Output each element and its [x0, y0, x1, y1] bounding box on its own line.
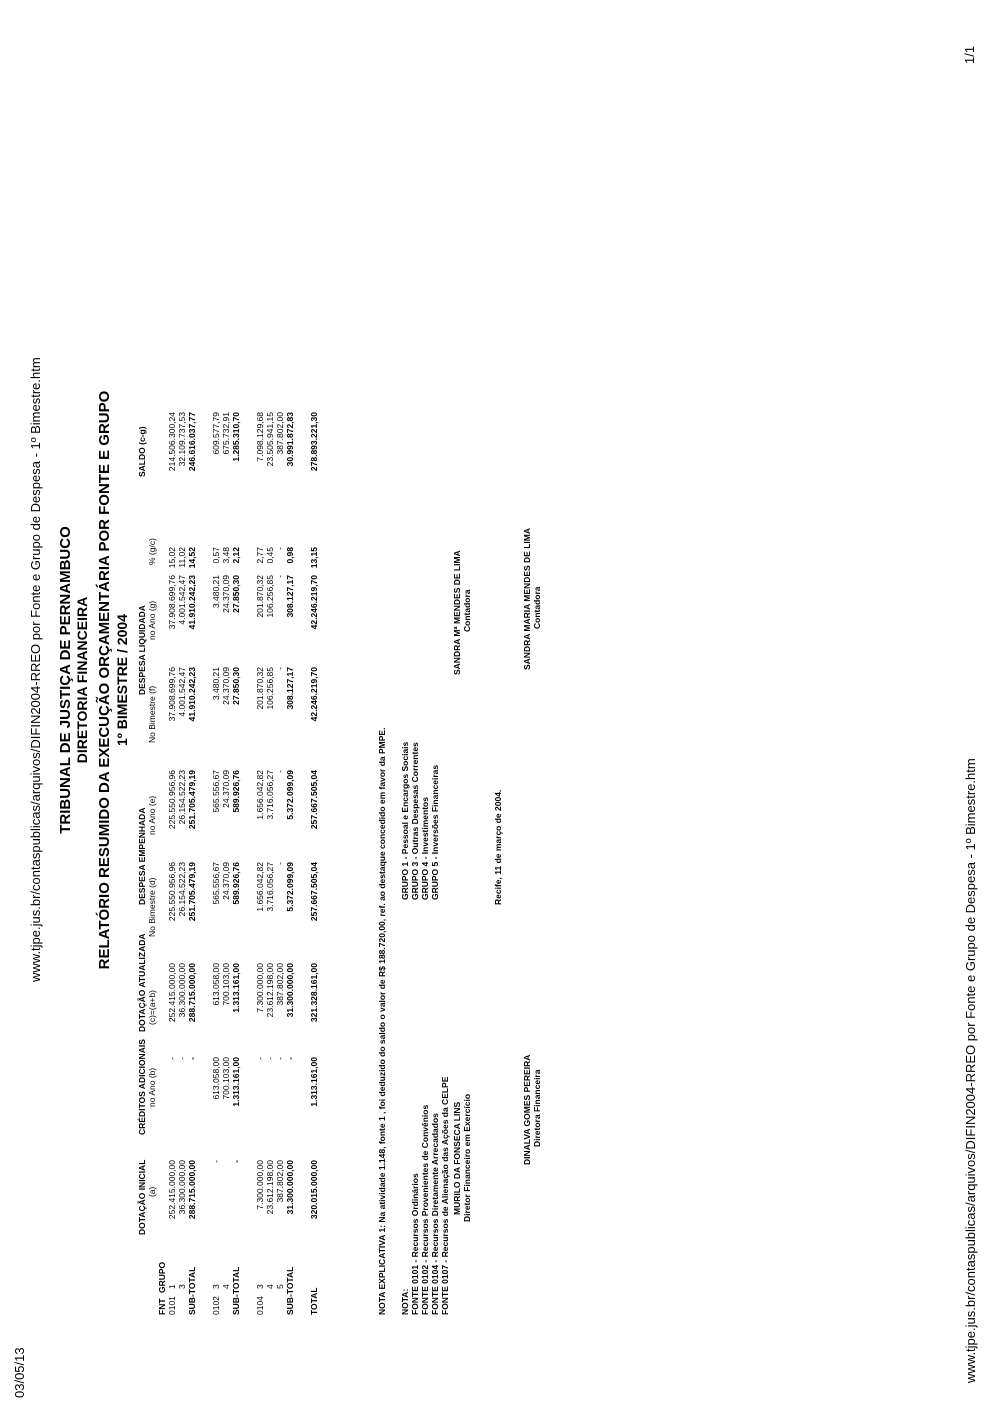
row-saldo: 278.893.221,30	[309, 412, 319, 472]
row-liq-bim: 201.870,32	[255, 667, 265, 710]
row-dotacao-inicial: 387.802,00	[275, 1160, 285, 1203]
report-page	[55, 0, 655, 1360]
row-creditos: 700.103,00	[221, 1057, 231, 1100]
row-liq-ano: 37.908.699,76	[167, 575, 177, 630]
row-dotacao-inicial: 320.015.000,00	[309, 1160, 319, 1220]
nota-explicativa: NOTA EXPLICATIVA 1: Na atividade 1.148, fonte 1 , foi deduzido do saldo o valor de R$ 188.720,00, ref. ao destaque concedido em favor da PMPE.	[377, 727, 387, 1315]
col-grupo: GRUPO	[157, 1261, 167, 1293]
row-pct: 0,57	[211, 547, 221, 564]
row-liq-ano: 106.256,85	[265, 575, 275, 618]
row-liq-ano: 3.480,21	[211, 575, 221, 609]
signer-dinalva-role: Diretora Financeira	[532, 1069, 542, 1147]
signer-sandra2-name: SANDRA MARIA MENDES DE LIMA	[522, 528, 532, 670]
row-liq-ano: 42.246.219,70	[309, 575, 319, 630]
row-emp-ano: 3.716.056,27	[265, 770, 275, 820]
dept-title: DIRETORIA FINANCEIRA	[74, 596, 90, 764]
row-creditos: -	[265, 1057, 275, 1060]
table-body	[167, 405, 319, 1315]
row-emp-ano: 26.154.522,23	[177, 770, 187, 825]
row-saldo: 675.732,91	[221, 412, 231, 455]
row-emp-ano: 251.705.479,19	[187, 770, 197, 830]
row-saldo: 1.285.310,70	[231, 412, 241, 462]
table-row	[221, 405, 231, 1315]
row-spacer	[197, 405, 211, 1315]
total-row	[309, 405, 319, 1315]
row-emp-ano: 1.656.042,82	[255, 770, 265, 820]
row-dotacao-inicial: 23.612.198,00	[265, 1160, 275, 1215]
report-title: RELATÓRIO RESUMIDO DA EXECUÇÃO ORÇAMENTÁRIA POR FONTE E GRUPO	[96, 390, 113, 970]
row-liq-ano: 308.127,17	[285, 575, 295, 618]
row-pct: 14,52	[187, 547, 197, 569]
row-emp-bim: 565.556,67	[211, 862, 221, 905]
table-header-row	[137, 405, 147, 1315]
row-dotacao-atual: 23.612.198,00	[265, 963, 275, 1018]
row-creditos: 1.313.161,00	[231, 1057, 241, 1107]
row-grupo: 3	[211, 1284, 221, 1289]
row-dotacao-atual: 288.715.000,00	[187, 963, 197, 1023]
row-emp-bim: 5.372.099,09	[285, 862, 295, 912]
budget-table	[137, 405, 319, 1315]
row-fnt: SUB-TOTAL	[231, 1266, 241, 1315]
row-liq-ano: -	[275, 575, 285, 578]
row-pct: 0,45	[265, 547, 275, 564]
row-liq-ano: 24.370,09	[221, 575, 231, 613]
report-titles	[55, 0, 130, 1360]
row-creditos: -	[167, 1057, 177, 1060]
col-dotacao-inicial-sub: (a)	[147, 1186, 157, 1197]
row-saldo: 32.109.737,53	[177, 412, 187, 467]
row-liq-bim: 308.127,17	[285, 667, 295, 710]
row-liq-bim: 24.370,09	[221, 667, 231, 705]
row-pct: 3,48	[221, 547, 231, 564]
table-row	[255, 405, 265, 1315]
row-dotacao-inicial: 31.300.000,00	[285, 1160, 295, 1215]
period-title: 1º BIMESTRE / 2004	[114, 614, 130, 746]
row-emp-ano: -	[275, 770, 285, 773]
row-dotacao-inicial: 288.715.000,00	[187, 1160, 197, 1220]
row-dotacao-atual: 613.058,00	[211, 963, 221, 1006]
row-emp-ano: 257.667.505,04	[309, 770, 319, 830]
col-creditos: CRÉDITOS ADICIONAIS	[137, 1039, 147, 1135]
signer-dinalva-name: DINALVA GOMES PEREIRA	[522, 1054, 532, 1165]
row-fnt: 0101	[167, 1296, 177, 1315]
row-liq-ano: 27.850,30	[231, 575, 241, 613]
row-creditos: -	[275, 1057, 285, 1060]
row-saldo: 23.505.941,15	[265, 412, 275, 467]
row-emp-bim: 589.926,76	[231, 862, 241, 905]
row-dotacao-inicial: 7.300.000,00	[255, 1160, 265, 1210]
row-pct: 11,02	[177, 547, 187, 568]
row-dotacao-atual: 36.300.000,00	[177, 963, 187, 1018]
table-row	[177, 405, 187, 1315]
row-grupo: 3	[177, 1284, 187, 1289]
grupo-5: GRUPO 5 - Inversões Financeiras	[430, 764, 440, 900]
row-pct: 2,77	[255, 547, 265, 564]
row-fnt: SUB-TOTAL	[187, 1266, 197, 1315]
print-date: 03/05/13	[12, 1347, 27, 1398]
row-emp-bim: 3.716.056,27	[265, 862, 275, 912]
row-liq-bim: -	[275, 667, 285, 670]
row-emp-bim: 24.370,09	[221, 862, 231, 900]
row-dotacao-inicial: -	[211, 1160, 221, 1163]
fonte-0107: FONTE 0107 - Recursos de Alienação das Ações da CELPE	[440, 1076, 450, 1315]
row-liq-ano: 201.870,32	[255, 575, 265, 618]
row-emp-ano: 565.556,67	[211, 770, 221, 813]
row-fnt: SUB-TOTAL	[285, 1266, 295, 1315]
row-creditos: -	[187, 1057, 197, 1060]
subtotal-row	[231, 405, 241, 1315]
row-grupo: 3	[255, 1284, 265, 1289]
row-dotacao-atual: 700.103,00	[221, 963, 231, 1006]
print-footer-url: www.tjpe.jus.br/contaspublicas/arquivos/DIFIN2004-RREO por Fonte e Grupo de Despesa - 1º Bimestre.htm	[963, 758, 978, 1383]
col-emp-ano: no Ano (e)	[147, 795, 157, 835]
col-dotacao-atual-sub: (c)=(a+b)	[147, 990, 157, 1025]
row-liq-ano: 4.001.542,47	[177, 575, 187, 625]
row-dotacao-atual: 31.300.000,00	[285, 963, 295, 1018]
row-pct: 13,15	[309, 547, 319, 569]
row-spacer	[295, 405, 309, 1315]
row-dotacao-inicial: 252.415.000,00	[167, 1160, 177, 1220]
row-emp-bim: 225.550.956,96	[167, 862, 177, 922]
row-liq-bim: 4.001.542,47	[177, 667, 187, 717]
table-row	[167, 405, 177, 1315]
place-date: Recife, 11 de março de 2004.	[493, 789, 503, 905]
row-creditos: -	[255, 1057, 265, 1060]
page-number: 1/1	[962, 45, 977, 64]
row-emp-bim: 257.667.505,04	[309, 862, 319, 922]
row-emp-ano: 589.926,76	[231, 770, 241, 813]
col-dotacao-inicial: DOTAÇÃO INICIAL	[137, 1159, 147, 1235]
row-dotacao-inicial: -	[231, 1160, 241, 1163]
fonte-0101: FONTE 0101 - Recursos Ordinários	[410, 1173, 420, 1315]
row-creditos: -	[285, 1057, 295, 1060]
col-liq-bim: No Bimestre (f)	[147, 685, 157, 743]
row-saldo: 30.991.872,83	[285, 412, 295, 467]
row-fnt: 0102	[211, 1296, 221, 1315]
org-title: TRIBUNAL DE JUSTIÇA DE PERNAMBUCO	[57, 526, 74, 834]
table-row	[275, 405, 285, 1315]
row-pct: 2,12	[231, 547, 241, 564]
row-dotacao-atual: 321.328.161,00	[309, 963, 319, 1023]
col-pct: % (g/c)	[147, 538, 157, 565]
row-saldo: 609.577,79	[211, 412, 221, 455]
nota-title: NOTA:	[400, 1288, 410, 1315]
table-subheader-row	[147, 405, 157, 1315]
print-header-url: www.tjpe.jus.br/contaspublicas/arquivos/DIFIN2004-RREO por Fonte e Grupo de Despesa - 1º Bimestre.htm	[28, 357, 43, 982]
row-emp-bim: 251.705.479,19	[187, 862, 197, 922]
row-dotacao-inicial: 36.300.000,00	[177, 1160, 187, 1215]
row-dotacao-atual: 387.802,00	[275, 963, 285, 1006]
row-creditos: 613.058,00	[211, 1057, 221, 1100]
row-saldo: 387.802,00	[275, 412, 285, 455]
row-emp-bim: -	[275, 862, 285, 865]
col-emp-bim: No Bimestre (d)	[147, 877, 157, 937]
signer-murilo-role: Diretor Financeiro em Exercício	[462, 1093, 472, 1222]
row-fnt: TOTAL	[309, 1287, 319, 1315]
table-row	[211, 405, 221, 1315]
fonte-0102: FONTE 0102 - Recursos Provenientes de Convênios	[420, 1104, 430, 1315]
col-fnt: FNT	[157, 1298, 167, 1315]
table-keys-row	[157, 405, 167, 1315]
subtotal-row	[187, 405, 197, 1315]
fonte-0104: FONTE 0104 - Recursos Diretamente Arrecadados	[430, 1113, 440, 1315]
row-liq-bim: 42.246.219,70	[309, 667, 319, 722]
subtotal-row	[285, 405, 295, 1315]
row-emp-ano: 5.372.099,09	[285, 770, 295, 820]
row-emp-ano: 24.370,09	[221, 770, 231, 808]
grupo-3: GRUPO 3 - Outras Despesas Correntes	[410, 742, 420, 900]
col-empenhada: DESPESA EMPENHADA	[137, 807, 147, 905]
row-creditos: -	[177, 1057, 187, 1060]
row-pct: -	[275, 547, 285, 550]
row-dotacao-atual: 7.300.000,00	[255, 963, 265, 1013]
row-emp-ano: 225.550.956,96	[167, 770, 177, 830]
row-grupo: 4	[221, 1284, 231, 1289]
grupo-1: GRUPO 1 - Pessoal e Encargos Sociais	[400, 741, 410, 900]
row-fnt: 0104	[255, 1296, 265, 1315]
row-pct: 15,02	[167, 547, 177, 569]
row-liq-bim: 41.910.242,23	[187, 667, 197, 722]
row-liq-ano: 41.910.242,23	[187, 575, 197, 630]
row-saldo: 214.506.300,24	[167, 412, 177, 472]
signer-sandra2-role: Contadora	[532, 586, 542, 629]
row-liq-bim: 37.908.699,76	[167, 667, 177, 722]
col-saldo: SALDO (c-g)	[137, 426, 147, 477]
row-saldo: 246.616.037,77	[187, 412, 197, 472]
row-creditos: 1.313.161,00	[309, 1057, 319, 1107]
table-row	[265, 405, 275, 1315]
row-pct: 0,98	[285, 547, 295, 564]
col-liquidada: DESPESA LIQUIDADA	[137, 605, 147, 695]
col-dotacao-atual: DOTAÇÃO ATUALIZADA	[137, 933, 147, 1032]
row-liq-bim: 106.256,85	[265, 667, 275, 710]
row-spacer	[241, 405, 255, 1315]
row-dotacao-atual: 252.415.000,00	[167, 963, 177, 1023]
col-liq-ano: no Ano (g)	[147, 600, 157, 640]
row-liq-bim: 3.480,21	[211, 667, 221, 701]
col-creditos-sub: no Ano (b)	[147, 1067, 157, 1107]
signer-murilo-name: MURILO DA FONSECA LINS	[452, 1101, 462, 1215]
row-dotacao-atual: 1.313.161,00	[231, 963, 241, 1013]
row-grupo: 4	[265, 1284, 275, 1289]
signer-sandra1-role: Contadora	[462, 589, 472, 632]
signer-sandra1-name: SANDRA Mª MENDES DE LIMA	[452, 550, 462, 675]
row-grupo: 1	[167, 1284, 177, 1289]
row-emp-bim: 26.154.522,23	[177, 862, 187, 917]
grupo-4: GRUPO 4 - Investimentos	[420, 797, 430, 900]
row-emp-bim: 1.656.042,82	[255, 862, 265, 912]
row-liq-bim: 27.850,30	[231, 667, 241, 705]
row-saldo: 7.098.129,68	[255, 412, 265, 462]
row-grupo: 5	[275, 1284, 285, 1289]
